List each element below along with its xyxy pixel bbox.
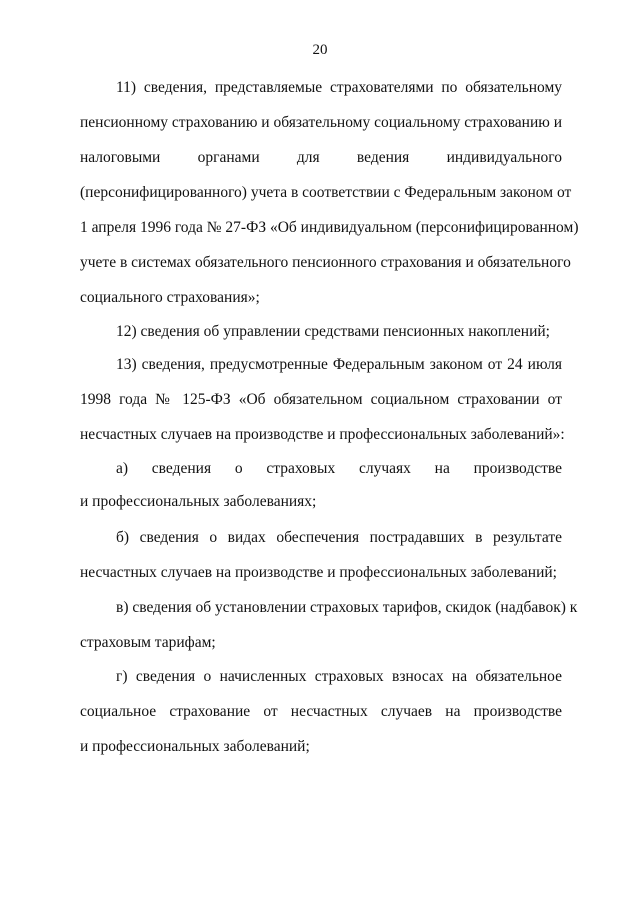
- text-line: а) сведения о страховых случаях на производстве: [116, 460, 562, 477]
- page-number: 20: [312, 42, 328, 58]
- text-line: 11) сведения, представляемые страхователями по обязательному: [116, 79, 562, 96]
- text-line: социального страхования»;: [80, 289, 260, 306]
- text-line: налоговыми органами для ведения индивидуального: [80, 149, 562, 166]
- text-line: (персонифицированного) учета в соответствии с Федеральным законом от: [80, 184, 572, 201]
- text-line: 12) сведения об управлении средствами пенсионных накоплений;: [116, 323, 550, 340]
- text-line: 1 апреля 1996 года № 27-ФЗ «Об индивидуальном (персонифицированном): [80, 219, 579, 236]
- text-line: несчастных случаев на производстве и профессиональных заболеваний»:: [80, 426, 565, 443]
- text-line: несчастных случаев на производстве и профессиональных заболеваний;: [80, 564, 557, 581]
- text-line: в) сведения об установлении страховых тарифов, скидок (надбавок) к: [116, 599, 578, 616]
- text-line: пенсионному страхованию и обязательному социальному страхованию и: [80, 114, 563, 131]
- text-line: и профессиональных заболеваниях;: [80, 493, 317, 510]
- text-line: г) сведения о начисленных страховых взносах на обязательное: [116, 668, 562, 685]
- text-line: 1998 года № 125-ФЗ «Об обязательном социальном страховании от: [80, 391, 562, 408]
- text-line: б) сведения о видах обеспечения пострадавших в результате: [116, 529, 562, 546]
- text-line: 13) сведения, предусмотренные Федеральным законом от 24 июля: [116, 356, 562, 373]
- text-line: учете в системах обязательного пенсионного страхования и обязательного: [80, 254, 571, 271]
- text-line: страховым тарифам;: [80, 634, 216, 651]
- text-line: социальное страхование от несчастных случаев на производстве: [80, 703, 562, 720]
- text-line: и профессиональных заболеваний;: [80, 738, 310, 755]
